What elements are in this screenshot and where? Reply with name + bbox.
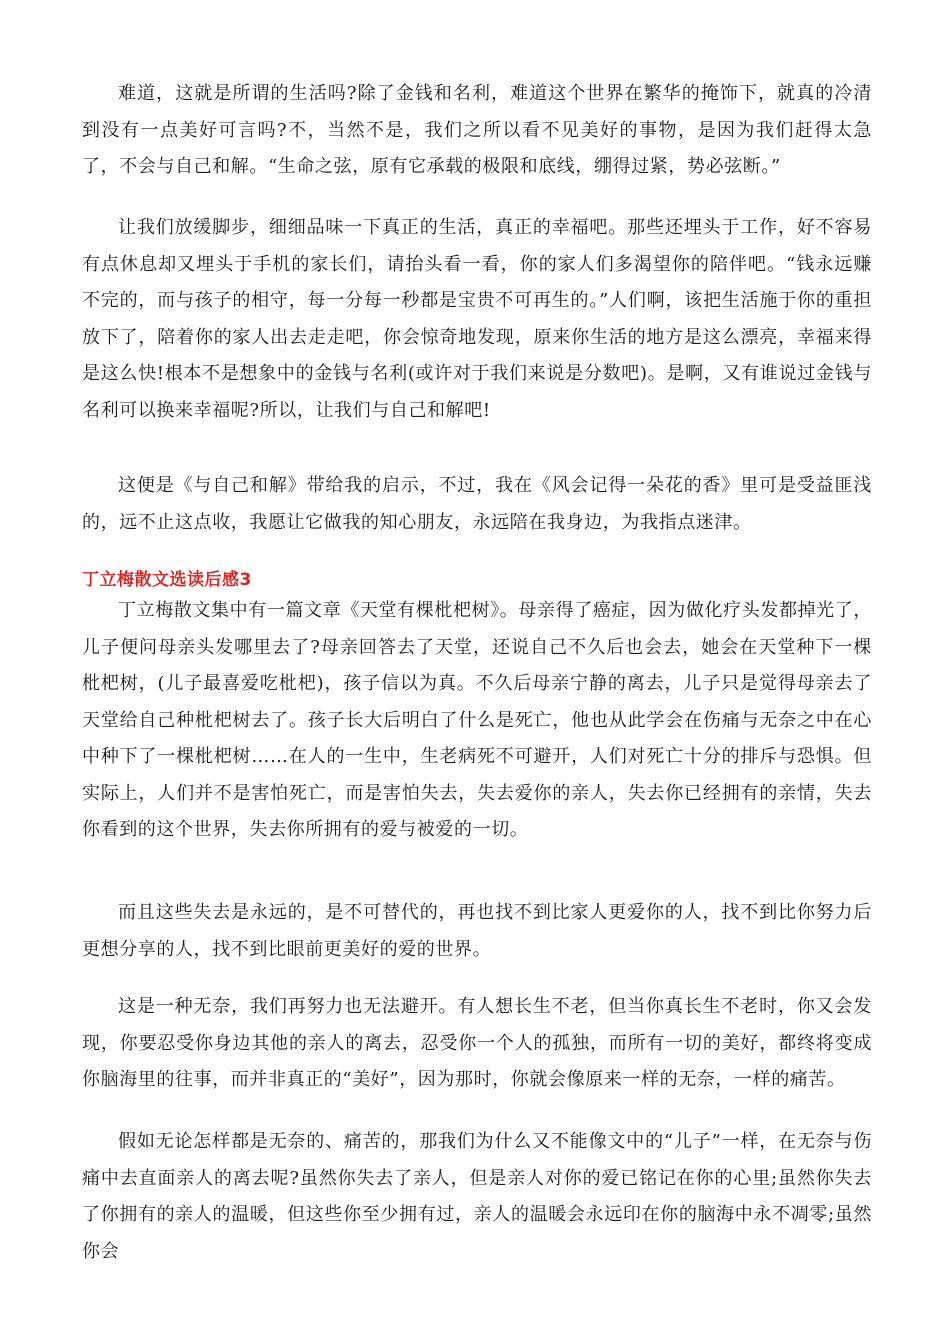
paragraph: 而且这些失去是永远的，是不可替代的，再也找不到比家人更爱你的人，找不到比你努力后更想分享的人，找不到比眼前更美好的爱的世界。 [82,902,872,960]
paragraph: 难道，这就是所谓的生活吗?除了金钱和名利，难道这个世界在繁华的掩饰下，就真的冷清到没有一点美好可言吗?不，当然不是，我们之所以看不见美好的事物，是因为我们赶得太急了，不会与自己和解。“生命之弦，原有它承载的极限和底线，绷得过紧，势必弦断。” [82,83,872,177]
paragraph: 这便是《与自己和解》带给我的启示，不过，我在《风会记得一朵花的香》里可是受益匪浅的，远不止这点收，我愿让它做我的知心朋友，永远陪在我身边，为我指点迷津。 [82,475,872,533]
paragraph: 这是一种无奈，我们再努力也无法避开。有人想长生不老，但当你真长生不老时，你又会发现，你要忍受你身边其他的亲人的离去，忍受你一个人的孤独，而所有一切的美好，都终将变成你脑海里的往事，而并非真正的“美好”，因为那时，你就会像原来一样的无奈，一样的痛苦。 [82,996,872,1090]
section-heading: 丁立梅散文选读后感3 [82,570,252,590]
paragraph: 丁立梅散文集中有一篇文章《天堂有棵枇杷树》。母亲得了癌症，因为做化疗头发都掉光了，儿子便问母亲头发哪里去了?母亲回答去了天堂，还说自己不久后也会去，她会在天堂种下一棵枇杷树，(儿子最喜爱吃枇杷)，孩子信以为真。不久后母亲宁静的离去，儿子只是觉得母亲去了天堂给自己种枇杷树去了。孩子长大后明白了什么是死亡，他也从此学会在伤痛与无奈之中在心中种下了一棵枇杷树……在人的一生中，生老病死不可避开，人们对死亡十分的排斥与恐惧。但实际上，人们并不是害怕死亡，而是害怕失去，失去爱你的亲人，失去你已经拥有的亲情，失去你看到的这个世界，失去你所拥有的爱与被爱的一切。 [82,600,872,840]
paragraph: 让我们放缓脚步，细细品味一下真正的生活，真正的幸福吧。那些还埋头于工作，好不容易有点休息却又埋头于手机的家长们，请抬头看一看，你的家人们多渴望你的陪伴吧。“钱永远赚不完的，而与孩子的相守，每一分每一秒都是宝贵不可再生的。”人们啊，该把生活施于你的重担放下了，陪着你的家人出去走走吧，你会惊奇地发现，原来你生活的地方是这么漂亮，幸福来得是这么快!根本不是想象中的金钱与名利(或许对于我们来说是分数吧)。是啊，又有谁说过金钱与名利可以换来幸福呢?所以，让我们与自己和解吧! [82,217,872,421]
paragraph: 假如无论怎样都是无奈的、痛苦的，那我们为什么又不能像文中的“儿子”一样，在无奈与伤痛中去直面亲人的离去呢?虽然你失去了亲人，但是亲人对你的爱已铭记在你的心里;虽然你失去了你拥有的亲人的温暖，但这些你至少拥有过，亲人的温暖会永远印在你的脑海中永不凋零;虽然你会 [82,1131,872,1262]
